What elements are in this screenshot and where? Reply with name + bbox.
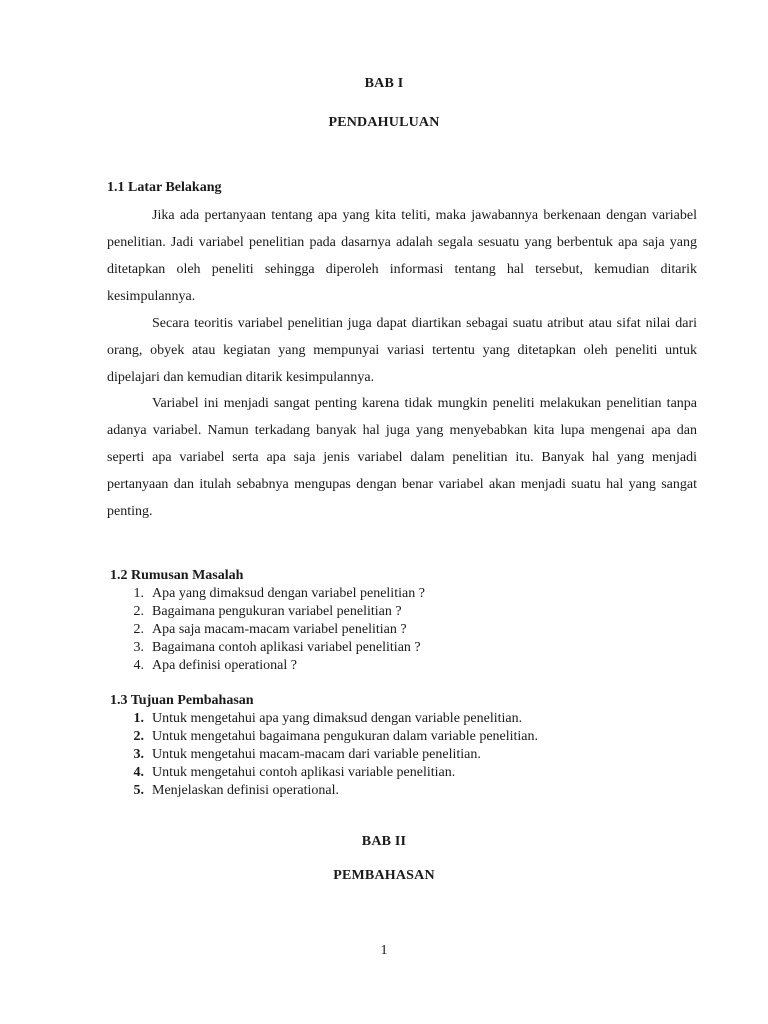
paragraph-1: Jika ada pertanyaan tentang apa yang kita teliti, maka jawabannya berkenaan dengan variabel penelitian. Jadi variabel penelitian pada dasarnya adalah segala sesuatu yang berbentuk apa saja yang ditetapkan oleh peneliti sehingga diperoleh informasi tentang hal tersebut, kemudian ditarik kesimpulannya. (107, 208, 697, 304)
chapter-title: BAB I (364, 76, 404, 91)
section-heading-rumusan-masalah: 1.2 Rumusan Masalah (110, 568, 244, 583)
list-item (120, 710, 680, 728)
list-item (120, 764, 680, 782)
list-number: 3. (133, 747, 144, 762)
list-item (120, 621, 680, 639)
section-heading-tujuan-pembahasan: 1.3 Tujuan Pembahasan (110, 693, 254, 708)
list-item (120, 728, 680, 746)
page-number: 1 (380, 943, 388, 958)
paragraph-3: Variabel ini menjadi sangat penting karena tidak mungkin peneliti melakukan penelitian tanpa adanya variabel. Namun terkadang banyak hal juga yang menyebabkan kita lupa mengenai apa dan seperti apa variabel serta apa saja jenis variabel dalam penelitian itu. Banyak hal yang menjadi pertanyaan dan itulah sebabnya mengupas dengan benar variabel akan menjadi suatu hal yang sangat penting. (107, 396, 697, 519)
chapter-2-title: BAB II (361, 834, 407, 849)
chapter-subtitle: PENDAHULUAN (328, 115, 440, 130)
list-number: 4. (133, 658, 144, 673)
paragraph-2: Secara teoritis variabel penelitian juga dapat diartikan sebagai suatu atribut atau sifat nilai dari orang, obyek atau kegiatan yang mempunyai variasi tertentu yang ditetapkan oleh peneliti untuk dipelajari dan kemudian ditarik kesimpulannya. (107, 316, 697, 385)
list-number: 2. (133, 622, 144, 637)
list-text: Untuk mengetahui macam-macam dari variable penelitian. (152, 747, 481, 762)
list-item (120, 782, 680, 800)
section-heading-latar-belakang: 1.1 Latar Belakang (107, 180, 222, 195)
list-text: Bagaimana contoh aplikasi variabel penelitian ? (152, 640, 421, 655)
list-text: Bagaimana pengukuran variabel penelitian ? (152, 604, 402, 619)
list-item (120, 639, 680, 657)
list-number: 2. (133, 729, 144, 744)
list-text: Untuk mengetahui bagaimana pengukuran dalam variable penelitian. (152, 729, 539, 744)
tujuan-pembahasan-list (120, 710, 680, 800)
list-text: Apa yang dimaksud dengan variabel penelitian ? (152, 586, 425, 601)
list-item (120, 657, 680, 675)
list-text: Untuk mengetahui apa yang dimaksud dengan variable penelitian. (152, 711, 523, 726)
list-number: 1. (133, 711, 144, 726)
chapter-2-subtitle: PEMBAHASAN (333, 868, 435, 883)
list-text: Apa definisi operational ? (152, 658, 298, 673)
list-text: Untuk mengetahui contoh aplikasi variable penelitian. (152, 765, 456, 780)
list-number: 4. (133, 765, 144, 780)
list-item (120, 603, 680, 621)
list-number: 2. (133, 604, 144, 619)
list-number: 1. (133, 586, 144, 601)
rumusan-masalah-list (120, 585, 680, 675)
list-text: Apa saja macam-macam variabel penelitian ? (152, 622, 407, 637)
list-number: 5. (133, 783, 144, 798)
list-item (120, 585, 680, 603)
list-text: Menjelaskan definisi operational. (152, 783, 339, 798)
list-item (120, 746, 680, 764)
list-number: 3. (133, 640, 144, 655)
